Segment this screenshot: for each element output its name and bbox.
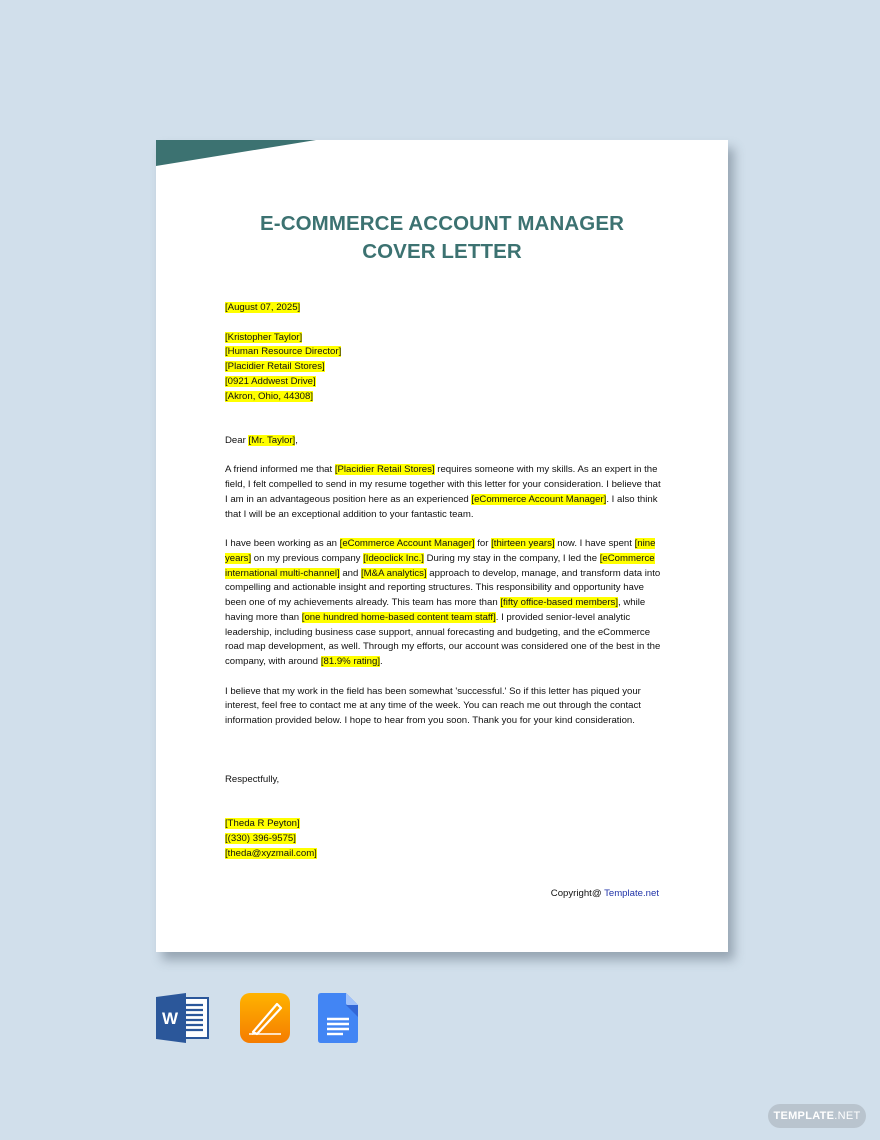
pages-icon[interactable] (239, 992, 291, 1044)
recipient-title: [Human Resource Director] (225, 346, 342, 358)
template-net-link[interactable]: Template.net (604, 888, 659, 899)
page-title (156, 210, 728, 266)
sender-email: [theda@xyzmail.com] (225, 847, 317, 859)
paragraph-1: A friend informed me that [Placidier Retail Stores] requires someone with my skills. As an expert in the field, I felt compelled to send in my resume together with this letter for your consideration. I believe that I am in an advantageous position here as an experienced [eCommerce Account Manager]. I also think that I will be an exceptional addition to your fantastic team. (225, 464, 661, 520)
title-line-2: COVER LETTER (362, 240, 522, 263)
sender-name: [Theda R Peyton] (225, 818, 300, 829)
closing: Respectfully, (225, 773, 280, 785)
title-line-1: E-COMMERCE ACCOUNT MANAGER (260, 212, 624, 235)
sender-phone: [(330) 396-9575] (225, 832, 296, 844)
recipient-city: [Akron, Ohio, 44308] (225, 390, 313, 402)
recipient-address (225, 331, 665, 405)
paragraph-2: I have been working as an [eCommerce Account Manager] for [thirteen years] now. I have spent [nine years] on my previous company [Ideoclick Inc.] During my stay in the company, I led the [eCommerce international multi-channel] and [M&A analytics] approach to develop, manage, and transform data into compelling and actionable insight and reporting structures. This responsibility and opportunity have been one of my achievements already. This team has more than [fifty office-based members], while having more than [one hundred home-based content team staff]. I provided senior-level analytic leadership, including business case support, annual forecasting and budgeting, and the eCommerce road map development, as well. Through my efforts, our account was considered one of the best in the company, with around [81.9% rating]. (225, 538, 661, 667)
svg-text:W: W (161, 1009, 179, 1028)
word-icon[interactable] (156, 992, 210, 1044)
sender-signature (225, 817, 665, 861)
salutation: Dear [Mr. Taylor], (225, 434, 298, 446)
recipient-name: [Kristopher Taylor] (225, 331, 303, 343)
template-net-watermark: TEMPLATE.NET (768, 1104, 866, 1128)
recipient-company: [Placidier Retail Stores] (225, 361, 325, 372)
google-docs-icon[interactable] (318, 992, 360, 1044)
recipient-street: [0921 Addwest Drive] (225, 375, 316, 387)
corner-accent-shape (156, 140, 316, 166)
document-page (156, 140, 728, 952)
copyright-notice: Copyright@ Template.net (550, 888, 659, 899)
paragraph-3: I believe that my work in the field has been somewhat 'successful.' So if this letter has piqued your interest, feel free to contact me at any time of the week. You can reach me out through the contact information provided below. I hope to hear from you soon. Thank you for your kind consideration. (225, 685, 641, 726)
letter-body (225, 301, 665, 861)
date: [August 07, 2025] (225, 302, 301, 313)
